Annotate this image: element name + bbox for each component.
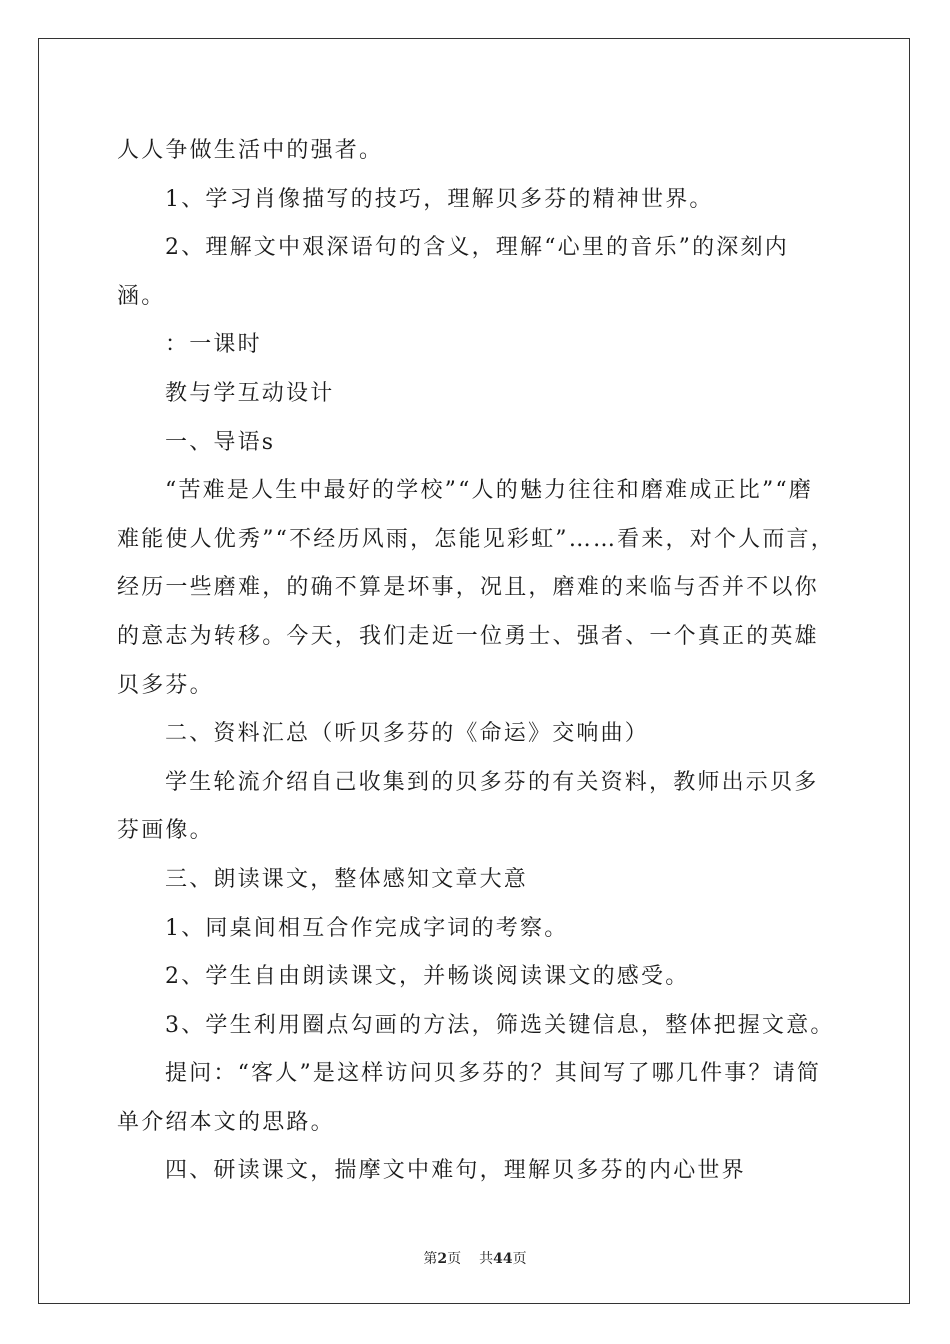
total-suffix: 页 <box>512 1251 527 1267</box>
paragraph: 教与学互动设计 <box>165 380 335 406</box>
page-suffix: 页 <box>447 1251 462 1267</box>
paragraph: 二、资料汇总（听贝多芬的《命运》交响曲） <box>165 721 650 747</box>
total-prefix: 共 <box>479 1251 494 1267</box>
paragraph: ：一课时 <box>165 332 262 358</box>
paragraph: “苦难是人生中最好的学校”“人的魅力往往和磨难成正比”“磨难能使人优秀”“不经历风雨，怎能见彩虹”……看来，对个人而言，经历一些磨难，的确不算是坏事，况且，磨难的来临与否并不以你的意志为转移。今天，我们走近一位勇士、强者、一个真正的英雄贝多芬。 <box>117 478 835 698</box>
page-prefix: 第 <box>423 1251 438 1267</box>
paragraph: 1、同桌间相互合作完成字词的考察。 <box>165 915 569 941</box>
paragraph: 一、导语s <box>165 429 276 455</box>
paragraph: 2、学生自由朗读课文，并畅谈阅读课文的感受。 <box>165 964 690 990</box>
paragraph: 四、研读课文，揣摩文中难句，理解贝多芬的内心世界 <box>165 1158 746 1184</box>
paragraph: 学生轮流介绍自己收集到的贝多芬的有关资料，教师出示贝多芬画像。 <box>117 769 819 844</box>
paragraph: 提问：“客人”是这样访问贝多芬的？其间写了哪几件事？请简单介绍本文的思路。 <box>117 1061 822 1135</box>
paragraph: 人人争做生活中的强者。 <box>117 138 384 163</box>
page-number: 2 <box>437 1251 448 1267</box>
paragraph: 1、学习肖像描写的技巧，理解贝多芬的精神世界。 <box>165 186 714 212</box>
document-body <box>117 127 835 1196</box>
paragraph: 2、理解文中艰深语句的含义，理解“心里的音乐”的深刻内涵。 <box>117 235 789 309</box>
paragraph: 3、学生利用圈点勾画的方法，筛选关键信息，整体把握文意。 <box>165 1012 835 1038</box>
total-pages: 44 <box>493 1251 513 1267</box>
page-footer <box>0 1248 950 1268</box>
paragraph: 三、朗读课文，整体感知文章大意 <box>165 866 529 892</box>
